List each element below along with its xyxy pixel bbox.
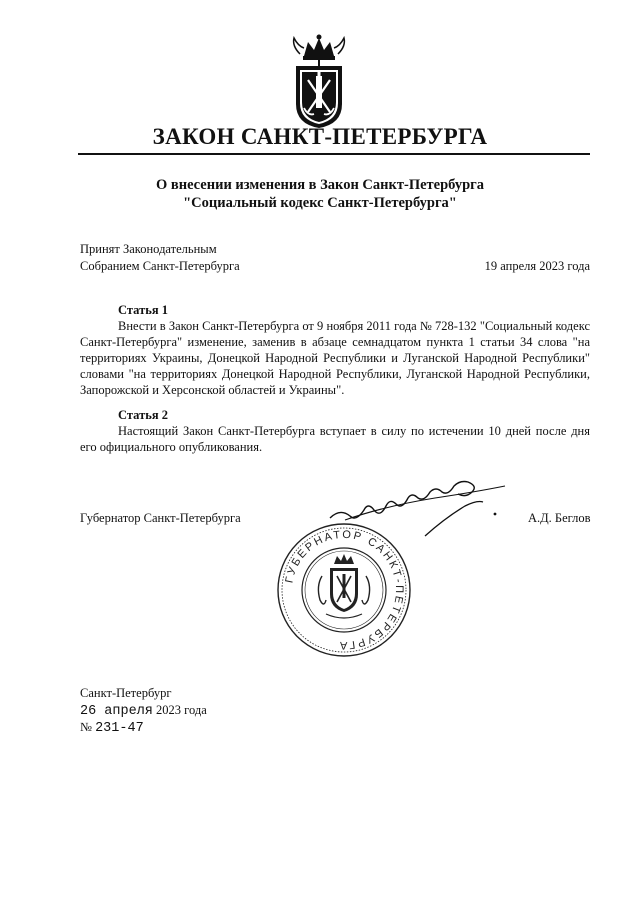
law-number-value: 231-47: [95, 721, 144, 736]
signing-city: Санкт-Петербург: [80, 686, 172, 700]
article-1-heading: Статья 1: [118, 303, 168, 317]
article-2-text: Настоящий Закон Санкт-Петербурга вступает в силу по истечении 10 дней после дня его официального опубликования.: [80, 424, 590, 454]
document-title: ЗАКОН САНКТ-ПЕТЕРБУРГА: [152, 124, 488, 149]
signing-date-handwritten: 26 апреля: [80, 704, 153, 719]
law-number-prefix: №: [80, 720, 92, 734]
governor-name: А.Д. Беглов: [528, 511, 591, 525]
adoption-date: 19 апреля 2023 года: [484, 259, 590, 273]
coat-of-arms-emblem: [282, 32, 356, 132]
document-subtitle-line2: "Социальный кодекс Санкт-Петербурга": [183, 195, 457, 211]
law-number: [80, 720, 144, 736]
article-1-text: Внести в Закон Санкт-Петербурга от 9 ноября 2011 года № 728-132 "Социальный кодекс Санкт-Петербурга" изменение, заменив в абзаце семнадцатом пункта 1 статьи 34 слова "на территориях Украины, Донецкой Народной Республики и Луганской Народной Республики" словами "на территориях Донецкой Народной Республики, Луганской Народной Республики, Запорожской и Херсонской областей и Украины".: [80, 319, 590, 397]
title-divider: [78, 153, 590, 155]
svg-text:ГУБЕРНАТОР САНКТ-ПЕТЕРБУРГА: ГУБЕРНАТОР САНКТ-ПЕТЕРБУРГА: [283, 528, 406, 652]
adoption-line2: Собранием Санкт-Петербурга: [80, 259, 240, 273]
governor-title: Губернатор Санкт-Петербурга: [80, 511, 241, 525]
signing-date: [80, 703, 207, 719]
document-subtitle-line1: О внесении изменения в Закон Санкт-Петербурга: [155, 177, 484, 193]
article-2-heading: Статья 2: [118, 408, 168, 422]
adoption-line1: Принят Законодательным: [80, 242, 217, 256]
signing-date-year: 2023 года: [156, 703, 207, 717]
official-seal: [276, 522, 412, 658]
